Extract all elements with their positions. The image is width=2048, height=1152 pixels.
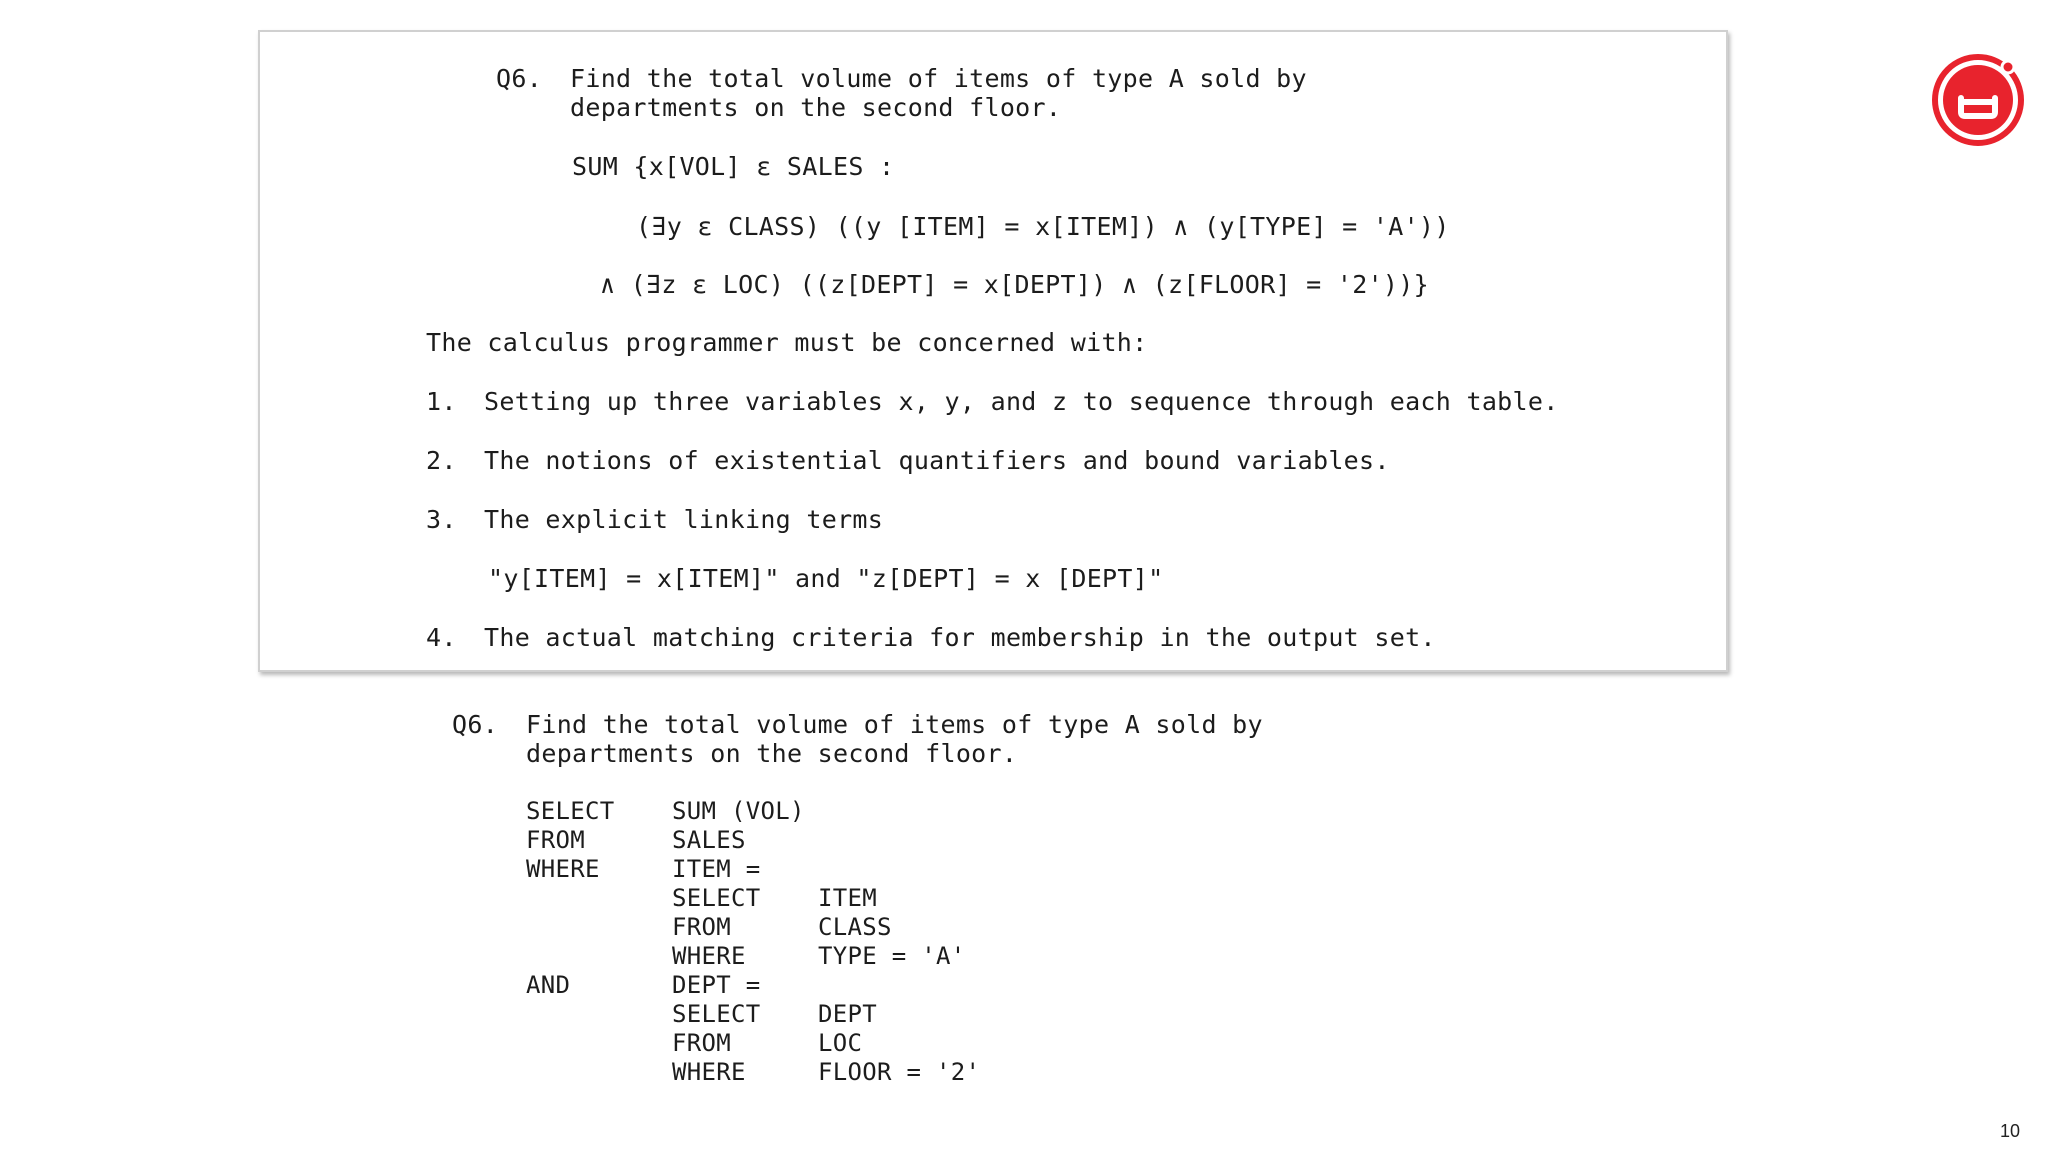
sql-row-1-clause: SALES bbox=[672, 826, 746, 854]
sql-q-number: Q6. bbox=[452, 710, 499, 739]
calc-item-2-text: The notions of existential quantifiers and bound variables. bbox=[484, 446, 1390, 475]
page-number: 10 bbox=[1999, 1121, 2020, 1141]
sql-row-8-sub: LOC bbox=[818, 1029, 863, 1057]
calc-item-4-text: The actual matching criteria for membership in the output set. bbox=[484, 623, 1436, 652]
calc-item-3-text: The explicit linking terms bbox=[484, 505, 884, 534]
calc-expression-line3: ∧ (∃z ε LOC) ((z[DEPT] = x[DEPT]) ∧ (z[FLOOR] = '2'))} bbox=[600, 270, 1429, 299]
sql-row-7-sub: DEPT bbox=[818, 1000, 877, 1028]
calc-item-1-text: Setting up three variables x, y, and z to sequence through each table. bbox=[484, 387, 1559, 416]
sql-row-0-clause: SUM (VOL) bbox=[672, 797, 805, 825]
sql-row-6-clause: DEPT = bbox=[672, 971, 761, 999]
sql-question-line1: Find the total volume of items of type A sold by bbox=[526, 710, 1263, 739]
sql-row-3-sub: ITEM bbox=[818, 884, 877, 912]
calc-q-number: Q6. bbox=[496, 64, 543, 93]
calc-linking-terms: "y[ITEM] = x[ITEM]" and "z[DEPT] = x [DEPT]" bbox=[488, 564, 1164, 593]
calc-question-line1: Find the total volume of items of type A sold by bbox=[570, 64, 1307, 93]
sql-row-2-clause: ITEM = bbox=[672, 855, 761, 883]
sql-row-7-clause: SELECT bbox=[672, 1000, 761, 1028]
sql-row-9-sub: FLOOR = '2' bbox=[818, 1058, 981, 1086]
sql-row-1-keyword: FROM bbox=[526, 826, 585, 854]
sql-row-3-clause: SELECT bbox=[672, 884, 761, 912]
sql-row-9-clause: WHERE bbox=[672, 1058, 746, 1086]
calc-item-3-number: 3. bbox=[426, 505, 457, 534]
sql-row-4-clause: FROM bbox=[672, 913, 731, 941]
sql-row-8-clause: FROM bbox=[672, 1029, 731, 1057]
calc-question-line2: departments on the second floor. bbox=[570, 93, 1062, 122]
sql-row-0-keyword: SELECT bbox=[526, 797, 615, 825]
calculus-excerpt-box bbox=[258, 30, 1728, 672]
calc-item-1-number: 1. bbox=[426, 387, 457, 416]
calc-item-4-number: 4. bbox=[426, 623, 457, 652]
sql-row-6-keyword: AND bbox=[526, 971, 571, 999]
calc-intro: The calculus programmer must be concerned with: bbox=[426, 328, 1148, 357]
sql-row-5-clause: WHERE bbox=[672, 942, 746, 970]
sql-row-4-sub: CLASS bbox=[818, 913, 892, 941]
sql-question-line2: departments on the second floor. bbox=[526, 739, 1018, 768]
brand-logo-icon bbox=[1928, 50, 2028, 150]
sql-row-2-keyword: WHERE bbox=[526, 855, 600, 883]
calc-expression-line1: SUM {x[VOL] ε SALES : bbox=[572, 152, 895, 181]
calc-expression-line2: (∃y ε CLASS) ((y [ITEM] = x[ITEM]) ∧ (y[TYPE] = 'A')) bbox=[636, 212, 1450, 241]
sql-row-5-sub: TYPE = 'A' bbox=[818, 942, 966, 970]
calc-item-2-number: 2. bbox=[426, 446, 457, 475]
